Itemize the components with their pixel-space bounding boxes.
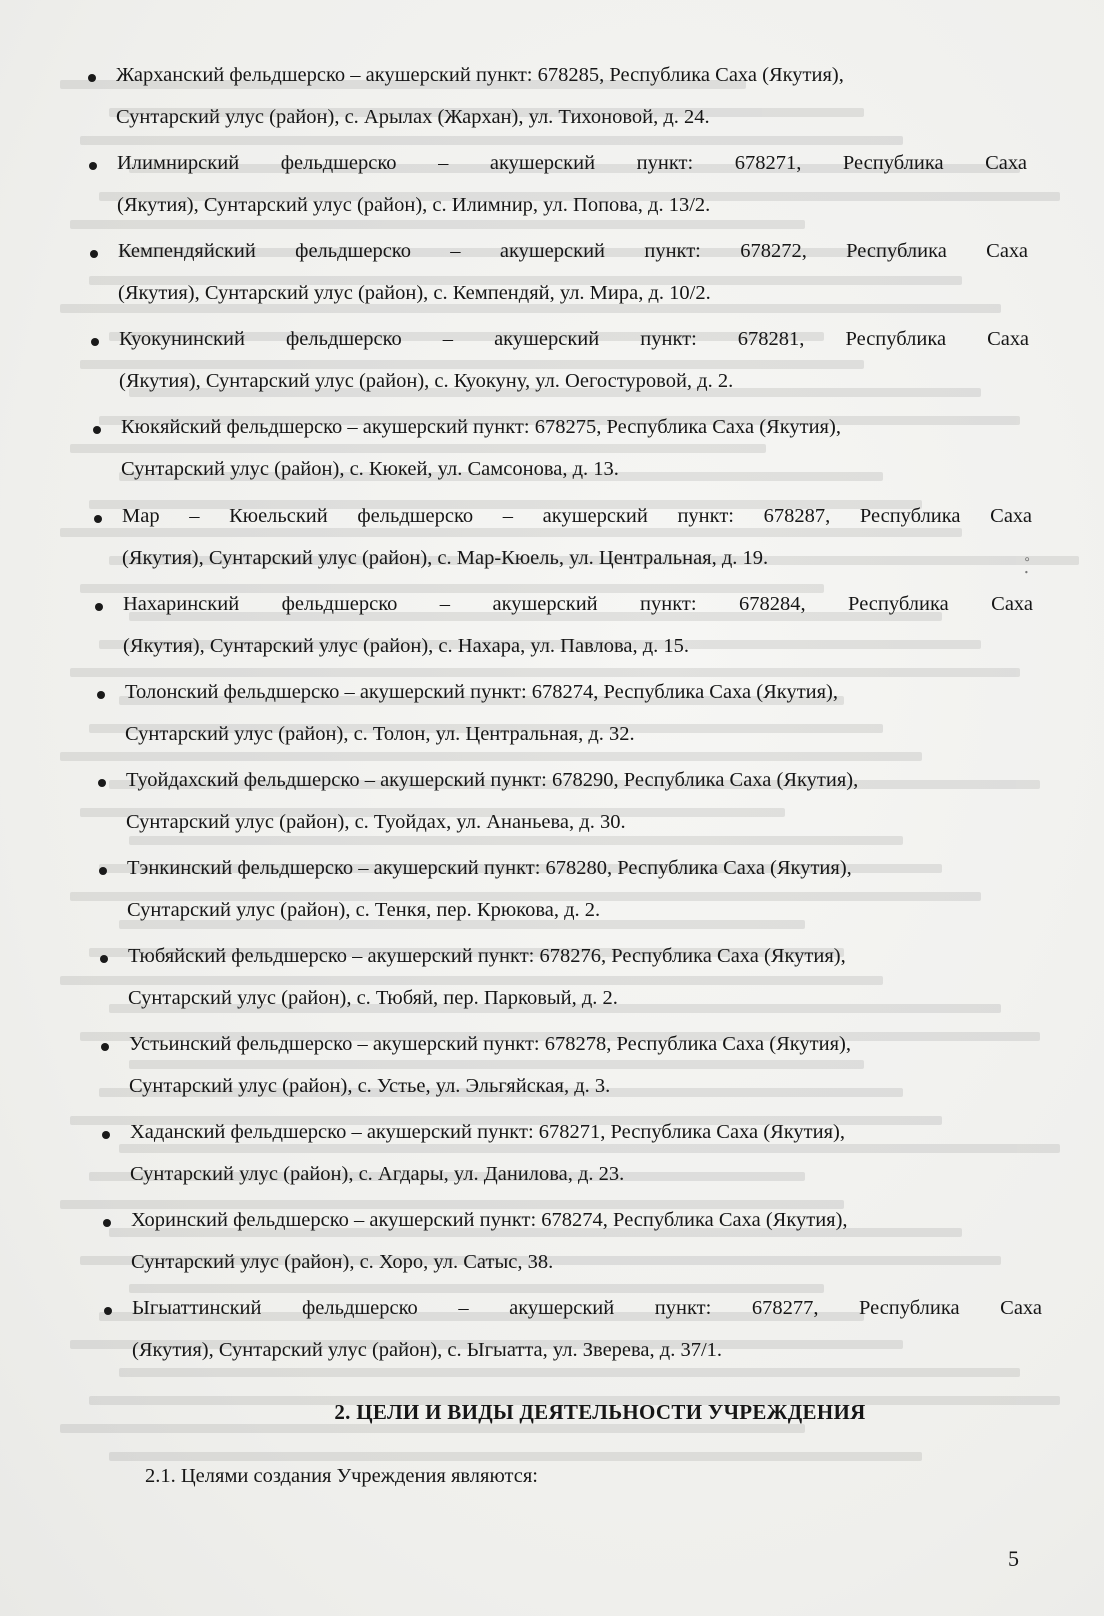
list-item-line-2: Сунтарский улус (район), с. Толон, ул. Центральная, д. 32. <box>125 722 635 745</box>
list-item-line-1: Туойдахский фельдшерско – акушерский пункт: 678290, Республика Саха (Якутия), <box>126 768 859 791</box>
bullet-icon <box>104 1307 112 1315</box>
page-number: 5 <box>1008 1546 1019 1571</box>
list-item-line-2: Сунтарский улус (район), с. Туойдах, ул. Ананьева, д. 30. <box>126 810 626 833</box>
list-item-line-1: Жарханский фельдшерско – акушерский пункт: 678285, Республика Саха (Якутия), <box>116 64 844 86</box>
bullet-icon <box>90 250 98 258</box>
list-item-line-2: (Якутия), Сунтарский улус (район), с. Нахара, ул. Павлова, д. 15. <box>123 634 690 657</box>
list-item-line-2: Сунтарский улус (район), с. Устье, ул. Эльгяйская, д. 3. <box>129 1075 611 1098</box>
list-item-line-2: Сунтарский улус (район), с. Арылах (Жархан), ул. Тихоновой, д. 24. <box>116 106 710 128</box>
bullet-icon <box>103 1219 111 1227</box>
bullet-icon <box>93 426 101 434</box>
list-item-line-2: (Якутия), Сунтарский улус (район), с. Ыгыатта, ул. Зверева, д. 37/1. <box>132 1339 723 1362</box>
list-item-line-2: Сунтарский улус (район), с. Агдары, ул. Данилова, д. 23. <box>130 1163 625 1186</box>
list-item-line-1: Толонский фельдшерско – акушерский пункт: 678274, Республика Саха (Якутия), <box>125 680 839 703</box>
section-heading: 2. ЦЕЛИ И ВИДЫ ДЕЯТЕЛЬНОСТИ УЧРЕЖДЕНИЯ <box>334 1400 866 1424</box>
list-item-line-1: Ыгыаттинский фельдшерско – акушерский пункт: 678277, Республика Саха <box>132 1297 1042 1320</box>
list-item-line-1: Хоринский фельдшерско – акушерский пункт: 678274, Республика Саха (Якутия), <box>131 1209 848 1232</box>
bullet-icon <box>99 867 107 875</box>
bullet-icon <box>97 691 105 699</box>
list-item-line-2: Сунтарский улус (район), с. Тюбяй, пер. Парковый, д. 2. <box>128 987 618 1009</box>
list-item-line-1: Кюкяйский фельдшерско – акушерский пункт: 678275, Республика Саха (Якутия), <box>121 416 841 439</box>
bullet-icon <box>89 162 97 170</box>
bullet-icon <box>91 338 99 346</box>
bullet-icon <box>94 515 102 523</box>
list-item-line-2: (Якутия), Сунтарский улус (район), с. Кемпендяй, ул. Мира, д. 10/2. <box>118 282 711 305</box>
paragraph-2-1: 2.1. Целями создания Учреждения являются: <box>145 1465 538 1487</box>
list-item-line-1: Хаданский фельдшерско – акушерский пункт: 678271, Республика Саха (Якутия), <box>130 1121 845 1144</box>
list-item-line-1: Тюбяйский фельдшерско – акушерский пункт: 678276, Республика Саха (Якутия), <box>128 945 846 967</box>
list-item-line-1: Тэнкинский фельдшерско – акушерский пункт: 678280, Республика Саха (Якутия), <box>127 856 852 879</box>
bullet-icon <box>95 603 103 611</box>
bullet-icon <box>100 955 108 963</box>
list-item-line-1: Мар – Кюельский фельдшерско – акушерский пункт: 678287, Республика Саха <box>122 504 1032 527</box>
bullet-icon <box>98 779 106 787</box>
list-item-line-1: Нахаринский фельдшерско – акушерский пункт: 678284, Республика Саха <box>123 592 1033 615</box>
bullet-icon <box>88 74 96 82</box>
list-item-line-1: Куокунинский фельдшерско – акушерский пункт: 678281, Республика Саха <box>119 328 1029 351</box>
list-item-line-1: Илимнирский фельдшерско – акушерский пункт: 678271, Республика Саха <box>117 152 1027 175</box>
list-item-line-2: (Якутия), Сунтарский улус (район), с. Илимнир, ул. Попова, д. 13/2. <box>117 194 711 217</box>
bullet-icon <box>102 1131 110 1139</box>
scan-mark: ˚. <box>1015 553 1037 579</box>
list-item-line-2: Сунтарский улус (район), с. Хоро, ул. Сатыс, 38. <box>131 1251 554 1274</box>
list-item-line-1: Кемпендяйский фельдшерско – акушерский пункт: 678272, Республика Саха <box>118 240 1028 263</box>
list-item-line-2: (Якутия), Сунтарский улус (район), с. Мар-Кюель, ул. Центральная, д. 19. <box>122 546 769 569</box>
bullet-icon <box>101 1043 109 1051</box>
list-item-line-2: Сунтарский улус (район), с. Тенкя, пер. Крюкова, д. 2. <box>127 898 601 921</box>
list-item-line-2: (Якутия), Сунтарский улус (район), с. Куокуну, ул. Оегостуровой, д. 2. <box>119 370 734 393</box>
list-item-line-1: Устьинский фельдшерско – акушерский пункт: 678278, Республика Саха (Якутия), <box>129 1033 851 1056</box>
list-item-line-2: Сунтарский улус (район), с. Кюкей, ул. Самсонова, д. 13. <box>121 458 619 481</box>
